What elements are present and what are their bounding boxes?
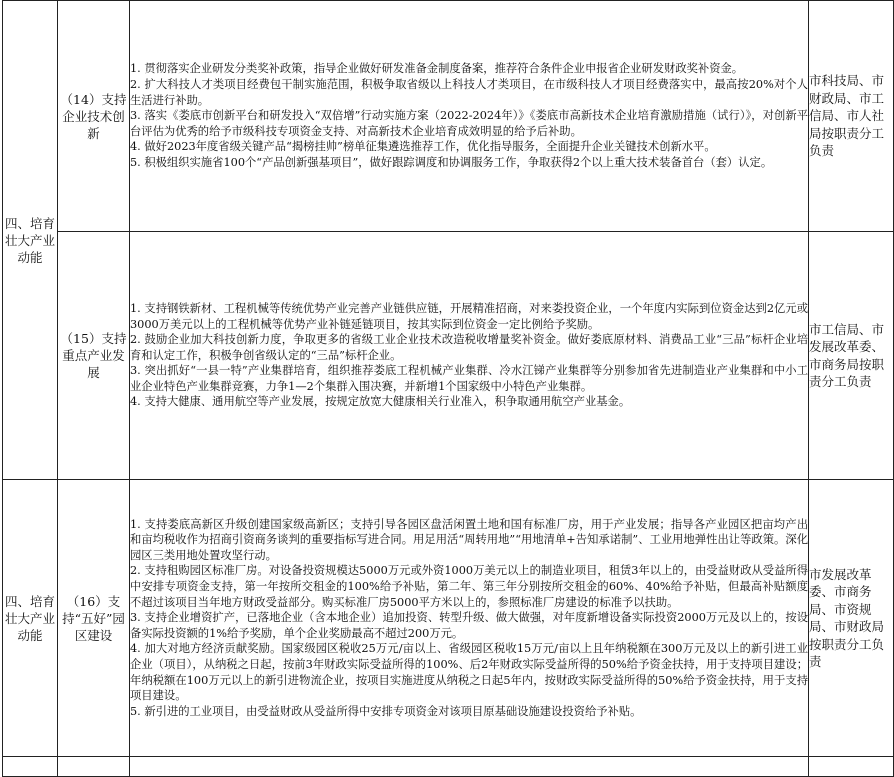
table-row bbox=[3, 1, 894, 232]
measure-item: 4. 做好2023年度省级关键产品“揭榜挂帅”榜单征集遴选推荐工作，优化指导服务，全面提升企业关键技术创新水平。 bbox=[130, 140, 716, 154]
department-cell: 市工信局、市发展改革委、市商务局按职责分工负责 bbox=[809, 232, 894, 480]
measure-item: 2. 扩大科技人才类项目经费包干制实施范围，积极争取省级以上科技人才类项目，在市级科技人才项目经费落实中，最高按20%对个人生活进行补助。 bbox=[130, 78, 808, 107]
category-cell: 四、培育壮大产业动能 bbox=[3, 480, 58, 757]
policy-table bbox=[2, 0, 894, 777]
measure-item: 5. 积极组织实施省100个“产品创新强基项目”，做好跟踪调度和协调服务工作，争取获得2个以上重大技术装备首台（套）认定。 bbox=[130, 155, 773, 169]
item-cell: （16）支持“五好”园区建设 bbox=[58, 480, 130, 757]
measure-item: 4. 支持大健康、通用航空等产业发展，按规定放宽大健康相关行业准入，积争取通用航空产业基金。 bbox=[130, 395, 631, 409]
department-cell: 市发展改革委、市商务局、市资规局、市财政局按职责分工负责 bbox=[809, 480, 894, 757]
measure-item: 2. 支持租购园区标准厂房。对设备投资规模达5000万元或外资1000万美元以上的制造业项目，租赁3年以上的，由受益财政从受益所得中安排专项资金支持，第一年按所交租金的100%给予补贴，第二年、第三年分别按所交租金的60%、40%给予补贴，但最高补贴额度不超过该项目当年地方财政受益部分。购买标准厂房5000平方米以上的，参照标准厂房建设的标准予以扶助。 bbox=[130, 564, 808, 609]
measures-cell bbox=[130, 1, 809, 232]
category-cell: 四、培育壮大产业动能 bbox=[3, 1, 58, 480]
table-row bbox=[3, 480, 894, 757]
measure-item: 4. 加大对地方经济贡献奖励。国家级园区税收25万元/亩以上、省级园区税收15万元/亩以上且年纳税额在300万元及以上的新引进工业企业（项目），从纳税之日起，按前3年财政实际受益所得的100%、后2年财政实际受益所得的50%给予资金扶持，用于支持项目建设；年纳税额在100万元以上的新引进物流企业，按项目实施进度从纳税之日起5年内，按财政实际受益所得的50%给予资金扶持，用于支持项目建设。 bbox=[130, 642, 808, 703]
item-cell: （15）支持重点产业发展 bbox=[58, 232, 130, 480]
department-cell: 市科技局、市财政局、市工信局、市人社局按职责分工负责 bbox=[809, 1, 894, 232]
measure-item: 2. 鼓励企业加大科技创新力度，争取更多的省级工业企业技术改造税收增量奖补资金。做好娄底原材料、消费品工业“三品”标杆企业培育和认定工作，积极争创省级认定的“三品”标杆企业。 bbox=[130, 333, 808, 362]
measure-item: 1. 支持娄底高新区升级创建国家级高新区；支持引导各园区盘活闲置土地和国有标准厂房，用于产业发展；指导各产业园区把亩均产出和亩均税收作为招商引资商务谈判的重要指标写进合同。用足用活“周转用地”“用地清单+告知承诺制”、工业用地弹性出让等政策。深化园区三类用地处置攻坚行动。 bbox=[130, 517, 808, 562]
measure-item: 1. 支持钢铁新材、工程机械等传统优势产业完善产业链供应链，开展精准招商，对来娄投资企业，一个年度内实际到位资金达到2亿元或3000万美元以上的工程机械等优势产业补链延链项目，按其实际到位资金一定比例给予奖励。 bbox=[130, 301, 808, 331]
measures-cell bbox=[130, 480, 809, 757]
measure-item: 1. 贯彻落实企业研发分类奖补政策，指导企业做好研发准备金制度备案，推荐符合条件企业申报省企业研发财政奖补资金。 bbox=[130, 62, 744, 76]
measure-item: 3. 支持企业增资扩产，已落地企业（含本地企业）追加投资、转型升级、做大做强，对年度新增设备实际投资2000万元及以上的，按设备实际投资额的1%给予奖励，单个企业奖励最高不超过200万元。 bbox=[130, 611, 809, 640]
item-cell: （14）支持企业技术创新 bbox=[58, 1, 130, 232]
measure-item: 3. 落实《娄底市创新平台和研发投入“双倍增”行动实施方案（2022-2024年）》《娄底市高新技术企业培育激励措施（试行）》，对创新平台评估为优秀的给予市级科技专项资金支持、对高新技术企业培育成效明显的给予后补助。 bbox=[130, 109, 808, 138]
measures-cell bbox=[130, 232, 809, 480]
table-row bbox=[3, 232, 894, 480]
measure-item: 5. 新引进的工业项目，由受益财政从受益所得中安排专项资金对该项目原基础设施建设投资给予补贴。 bbox=[130, 704, 642, 718]
measure-item: 3. 突出抓好“一县一特”产业集群培育，组织推荐娄底工程机械产业集群、冷水江锑产业集群等分别参加省先进制造业产业集群和中小工业企业特色产业集群竞赛，力争1—2个集群入围决赛，并新增1个国家级中小特色产业集群。 bbox=[130, 364, 808, 393]
